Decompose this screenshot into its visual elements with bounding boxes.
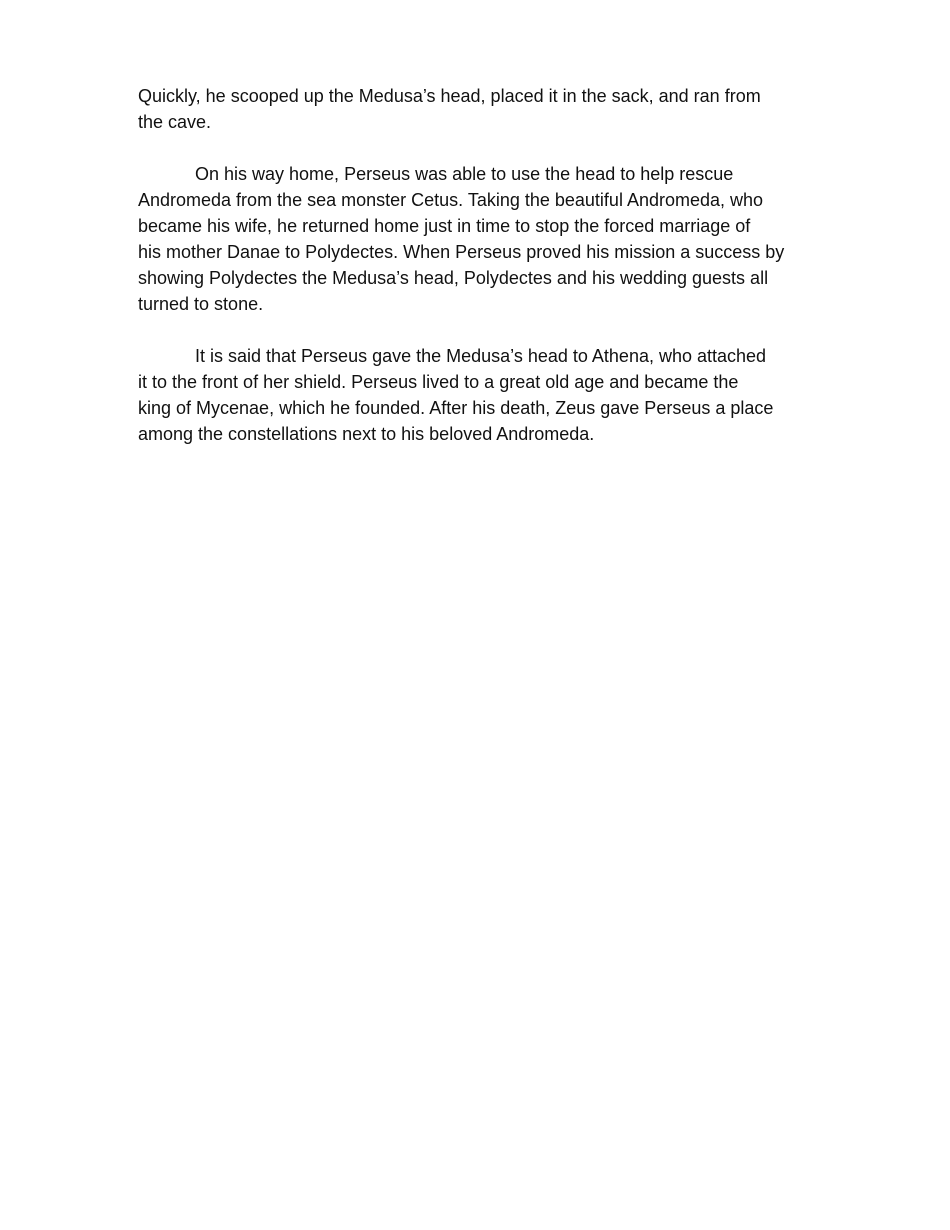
- paragraph-3: [138, 343, 858, 447]
- text-line: among the constellations next to his beloved Andromeda.: [138, 424, 595, 444]
- text-line: the cave.: [138, 112, 212, 132]
- text-line: his mother Danae to Polydectes. When Perseus proved his mission a success by: [138, 242, 785, 262]
- document-page: [138, 83, 858, 473]
- paragraph-1: [138, 83, 858, 135]
- text-line: On his way home, Perseus was able to use the head to help rescue: [195, 164, 734, 184]
- text-line: Quickly, he scooped up the Medusa’s head, placed it in the sack, and ran from: [138, 86, 761, 106]
- text-line: turned to stone.: [138, 294, 264, 314]
- text-line: it to the front of her shield. Perseus lived to a great old age and became the: [138, 372, 739, 392]
- text-line: It is said that Perseus gave the Medusa’s head to Athena, who attached: [195, 346, 767, 366]
- text-line: king of Mycenae, which he founded. After his death, Zeus gave Perseus a place: [138, 398, 774, 418]
- text-line: became his wife, he returned home just in time to stop the forced marriage of: [138, 216, 751, 236]
- text-line: showing Polydectes the Medusa’s head, Polydectes and his wedding guests all: [138, 268, 769, 288]
- paragraph-2: [138, 161, 858, 317]
- text-line: Andromeda from the sea monster Cetus. Taking the beautiful Andromeda, who: [138, 190, 764, 210]
